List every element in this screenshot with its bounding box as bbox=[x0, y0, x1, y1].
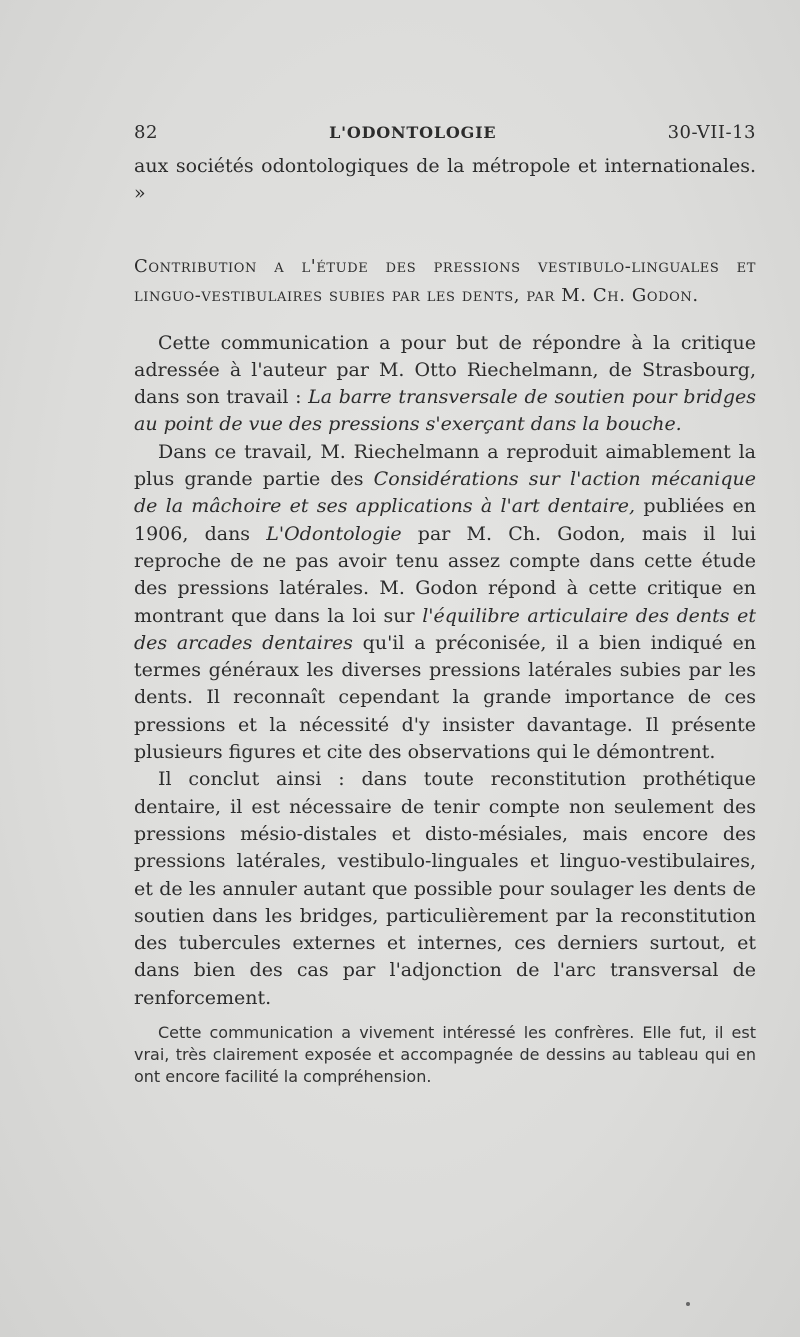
section-title: Contribution a l'étude des pressions vestibulo-linguales et linguo-vestibulaires subies par les dents, par M. Ch. Godon. bbox=[134, 255, 756, 306]
paragraph-3: Il conclut ainsi : dans toute reconstitution prothétique dentaire, il est nécessaire de tenir compte non seulement des pressions mésio-distales et disto-mésiales, mais encore des pressions latérales, vestibulo-linguales et linguo-vestibulaires, et de les annuler autant que possible pour soulager les dents de soutien dans les bridges, particulièrement par la reconstitution des tubercules externes et internes, ces derniers surtout, et dans bien des cas par l'adjonction de l'arc transversal de renforcement. bbox=[134, 768, 756, 1009]
page-number: 82 bbox=[134, 122, 158, 143]
paragraph-2-italic-a: Considérations sur l'action mécanique de la mâchoire et ses applications à l'art dentaire, bbox=[134, 468, 756, 518]
page-content bbox=[134, 122, 756, 1088]
paragraph-2-italic-c: l'équilibre articulaire des dents et des arcades dentaires bbox=[134, 604, 756, 654]
paragraph-2-text-c: par M. Ch. Godon, mais il lui reproche de ne pas avoir tenu assez compte dans cette étude des pressions latérales. M. Godon répond à cette critique en montrant que dans la loi sur bbox=[134, 522, 756, 627]
paragraph-1-italic-title: La barre transversale de soutien pour bridges au point de vue des pressions s'exerçant dans la bouche. bbox=[134, 386, 756, 436]
editorial-note: Cette communication a vivement intéressé les confrères. Elle fut, il est vrai, très clairement exposée et accompagnée de dessins au tableau qui en ont encore facilité la compréhension. bbox=[134, 1023, 756, 1087]
running-header bbox=[134, 122, 756, 143]
issue-date: 30-VII-13 bbox=[667, 122, 756, 143]
paragraph-2-italic-b: L'Odontologie bbox=[266, 522, 402, 545]
paragraph-2-text-d: qu'il a préconisée, il a bien indiqué en termes généraux les diverses pressions latérales subies par les dents. Il reconnaît cependant la grande importance de ces pressions et la nécessité d'y insister davantage. Il présente plusieurs figures et cite des observations qui le démontrent. bbox=[134, 631, 756, 764]
paper-speck bbox=[686, 1302, 690, 1306]
paragraph-2-text-a: Dans ce travail, M. Riechelmann a reproduit aimablement la plus grande partie des bbox=[134, 440, 756, 491]
paragraph-1 bbox=[134, 330, 756, 439]
paragraph-1-text: Cette communication a pour but de répondre à la critique adressée à l'auteur par M. Otto Riechelmann, de Strasbourg, dans son travail : bbox=[134, 331, 756, 409]
continuation-text: aux sociétés odontologiques de la métropole et internationales. » bbox=[134, 155, 756, 205]
journal-title: L'ODONTOLOGIE bbox=[329, 123, 497, 142]
paragraph-2-text-b: publiées en 1906, dans bbox=[134, 495, 756, 545]
paragraph-2 bbox=[134, 439, 756, 767]
